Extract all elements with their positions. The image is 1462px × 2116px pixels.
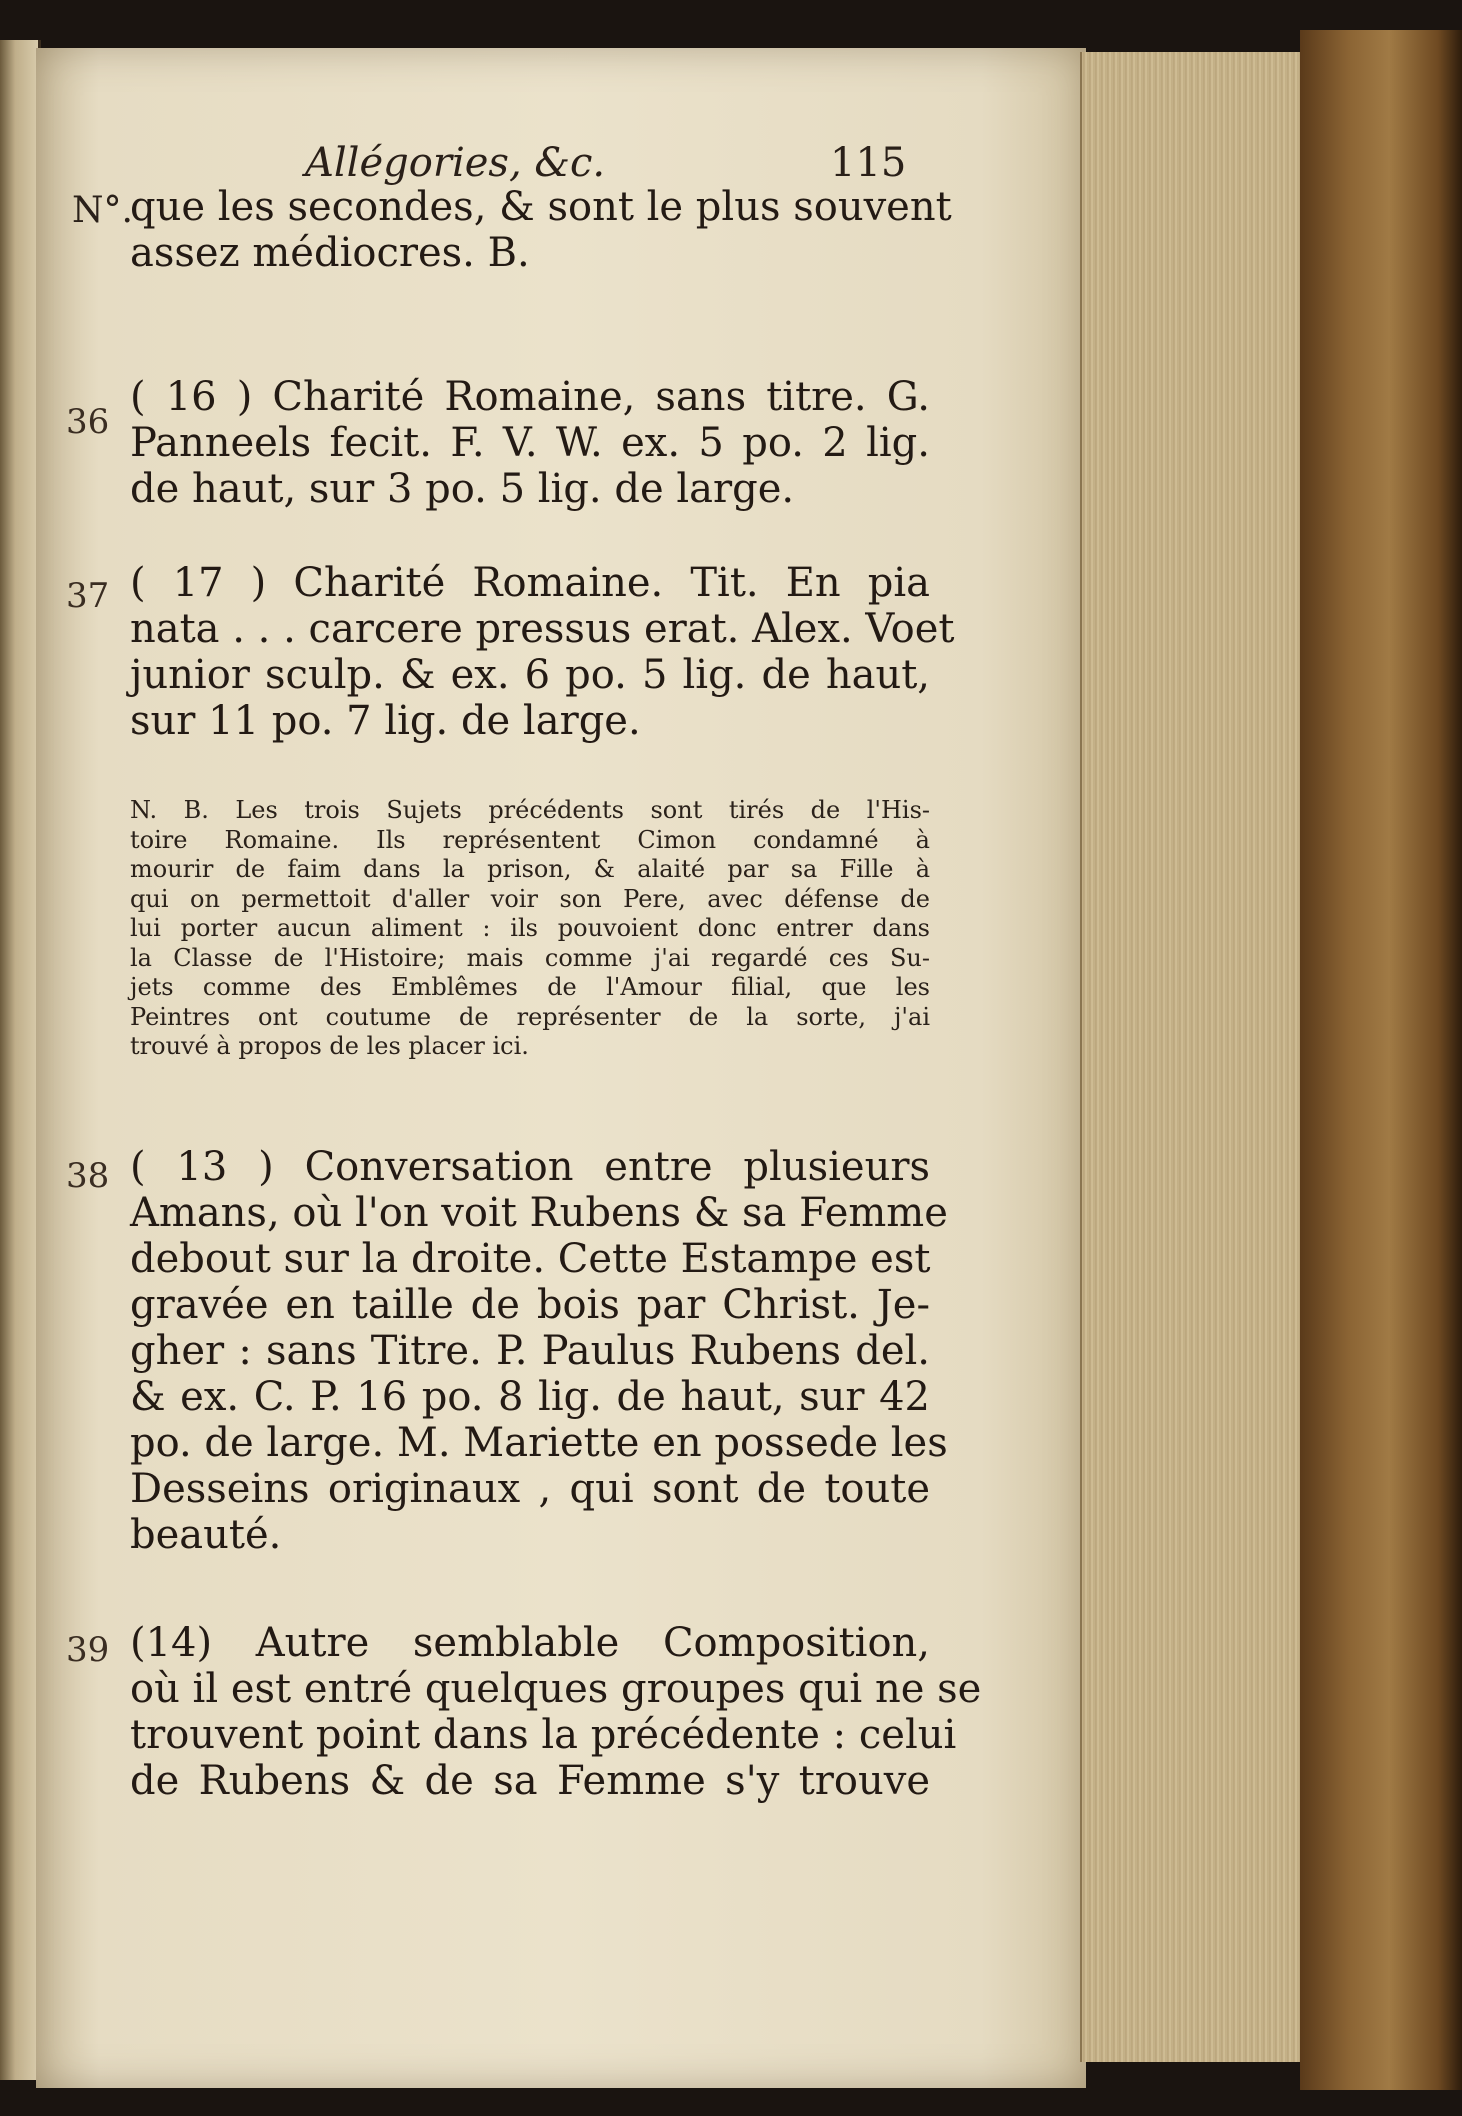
- text-line: où il est entré quelques groupes qui ne se: [130, 1666, 982, 1712]
- note-line: trouvé à propos de les placer ici.: [130, 1032, 529, 1060]
- note-line: toire Romaine. Ils représentent Cimon condamné à: [130, 825, 930, 854]
- number-column-label: N°.: [72, 190, 133, 231]
- entry-number: 36: [66, 402, 110, 442]
- text-line: trouvent point dans la précédente : celui: [130, 1712, 957, 1758]
- entry-paragraph: [130, 1144, 948, 1558]
- text-line: ( 13 ) Conversation entre plusieurs: [130, 1144, 930, 1190]
- text-line: de haut, sur 3 po. 5 lig. de large.: [130, 466, 795, 512]
- note-line: la Classe de l'Histoire; mais comme j'ai regardé ces Su-: [130, 943, 930, 972]
- text-line: gher : sans Titre. P. Paulus Rubens del.: [130, 1328, 930, 1374]
- text-line: & ex. C. P. 16 po. 8 lig. de haut, sur 42: [130, 1374, 930, 1420]
- note-line: N. B. Les trois Sujets précédents sont tirés de l'His-: [130, 796, 930, 824]
- text-line: nata . . . carcere pressus erat. Alex. Voet: [130, 606, 955, 652]
- note-line: lui porter aucun aliment : ils pouvoient donc entrer dans: [130, 914, 930, 942]
- running-header-title: Allégories, &c.: [305, 140, 606, 186]
- note-line: jets comme des Emblêmes de l'Amour filial, que les: [130, 973, 930, 1001]
- entry-number: 38: [66, 1156, 110, 1196]
- note-line: mourir de faim dans la prison, & alaité par sa Fille à: [130, 855, 930, 883]
- text-line: beauté.: [130, 1512, 282, 1558]
- note-line: qui on permettoit d'aller voir son Pere, avec défense de: [130, 884, 930, 913]
- text-line: de Rubens & de sa Femme s'y trouve: [130, 1758, 930, 1804]
- text-line: junior sculp. & ex. 6 po. 5 lig. de haut,: [130, 652, 930, 698]
- text-line: Amans, où l'on voit Rubens & sa Femme: [130, 1190, 948, 1236]
- text-line: sur 11 po. 7 lig. de large.: [130, 698, 641, 744]
- text-line: ( 16 ) Charité Romaine, sans titre. G.: [130, 374, 930, 420]
- page-number: 115: [830, 140, 907, 186]
- note-paragraph: [130, 796, 930, 1062]
- text-line: po. de large. M. Mariette en possede les: [130, 1420, 948, 1466]
- note-line: Peintres ont coutume de représenter de la sorte, j'ai: [130, 1002, 930, 1031]
- text-line: Panneels fecit. F. V. W. ex. 5 po. 2 lig.: [130, 420, 930, 466]
- page-fore-edge: [1080, 52, 1307, 2062]
- text-line: debout sur la droite. Cette Estampe est: [130, 1236, 931, 1282]
- entry-paragraph: [130, 1620, 982, 1804]
- entry-number: 39: [66, 1630, 110, 1670]
- text-line: ( 17 ) Charité Romaine. Tit. En pia: [130, 560, 930, 606]
- text-line: que les secondes, & sont le plus souvent: [130, 184, 952, 230]
- entry-paragraph: [130, 374, 930, 512]
- entry-number: 37: [66, 576, 110, 616]
- text-line: assez médiocres. B.: [130, 230, 530, 276]
- previous-page-edge: [0, 40, 41, 2080]
- text-line: (14) Autre semblable Composition,: [130, 1620, 930, 1666]
- entry-paragraph: [130, 560, 955, 744]
- text-line: gravée en taille de bois par Christ. Je-: [130, 1282, 930, 1328]
- book-cover-edge: [1300, 30, 1462, 2090]
- text-line: Desseins originaux , qui sont de toute: [130, 1466, 930, 1512]
- continuation-paragraph: [130, 184, 952, 276]
